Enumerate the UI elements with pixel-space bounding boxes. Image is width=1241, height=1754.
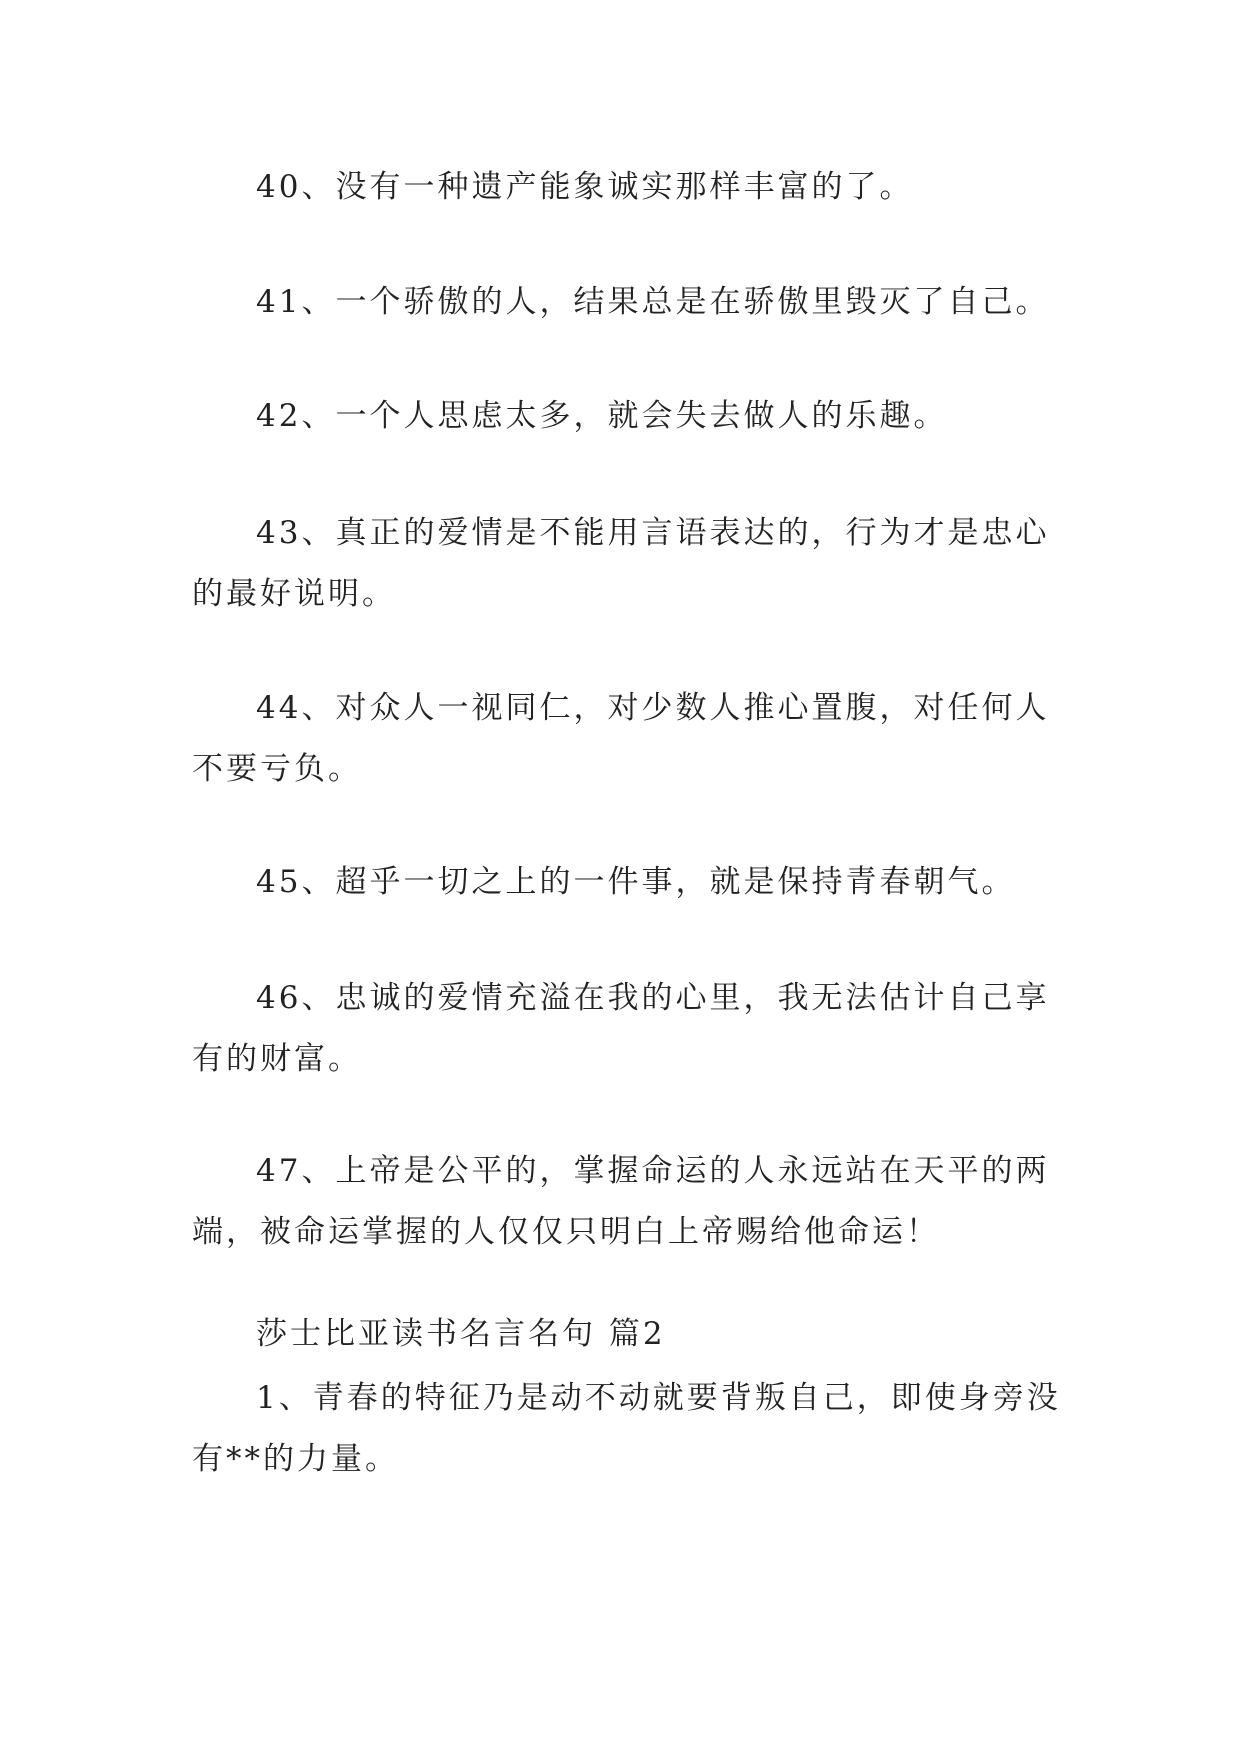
quote-paragraph: 45、超乎一切之上的一件事，就是保持青春朝气。 [256,864,1016,900]
quote-paragraph: 1、青春的特征乃是动不动就要背叛自己，即使身旁没有**的力量。 [192,1380,1061,1477]
quote-paragraph: 46、忠诚的爱情充溢在我的心里，我无法估计自己享有的财富。 [192,980,1050,1077]
quote-paragraph: 40、没有一种遗产能象诚实那样丰富的了。 [256,169,914,205]
quote-paragraph: 43、真正的爱情是不能用言语表达的，行为才是忠心的最好说明。 [192,515,1050,612]
quote-paragraph: 47、上帝是公平的，掌握命运的人永远站在天平的两端，被命运掌握的人仅仅只明白上帝赐给他命运！ [192,1153,1050,1250]
quote-paragraph: 44、对众人一视同仁，对少数人推心置腹，对任何人不要亏负。 [192,690,1050,787]
quote-paragraph: 41、一个骄傲的人，结果总是在骄傲里毁灭了自己。 [256,284,1050,320]
quote-paragraph: 42、一个人思虑太多，就会失去做人的乐趣。 [256,398,948,434]
section-heading: 莎士比亚读书名言名句 篇2 [256,1316,666,1352]
